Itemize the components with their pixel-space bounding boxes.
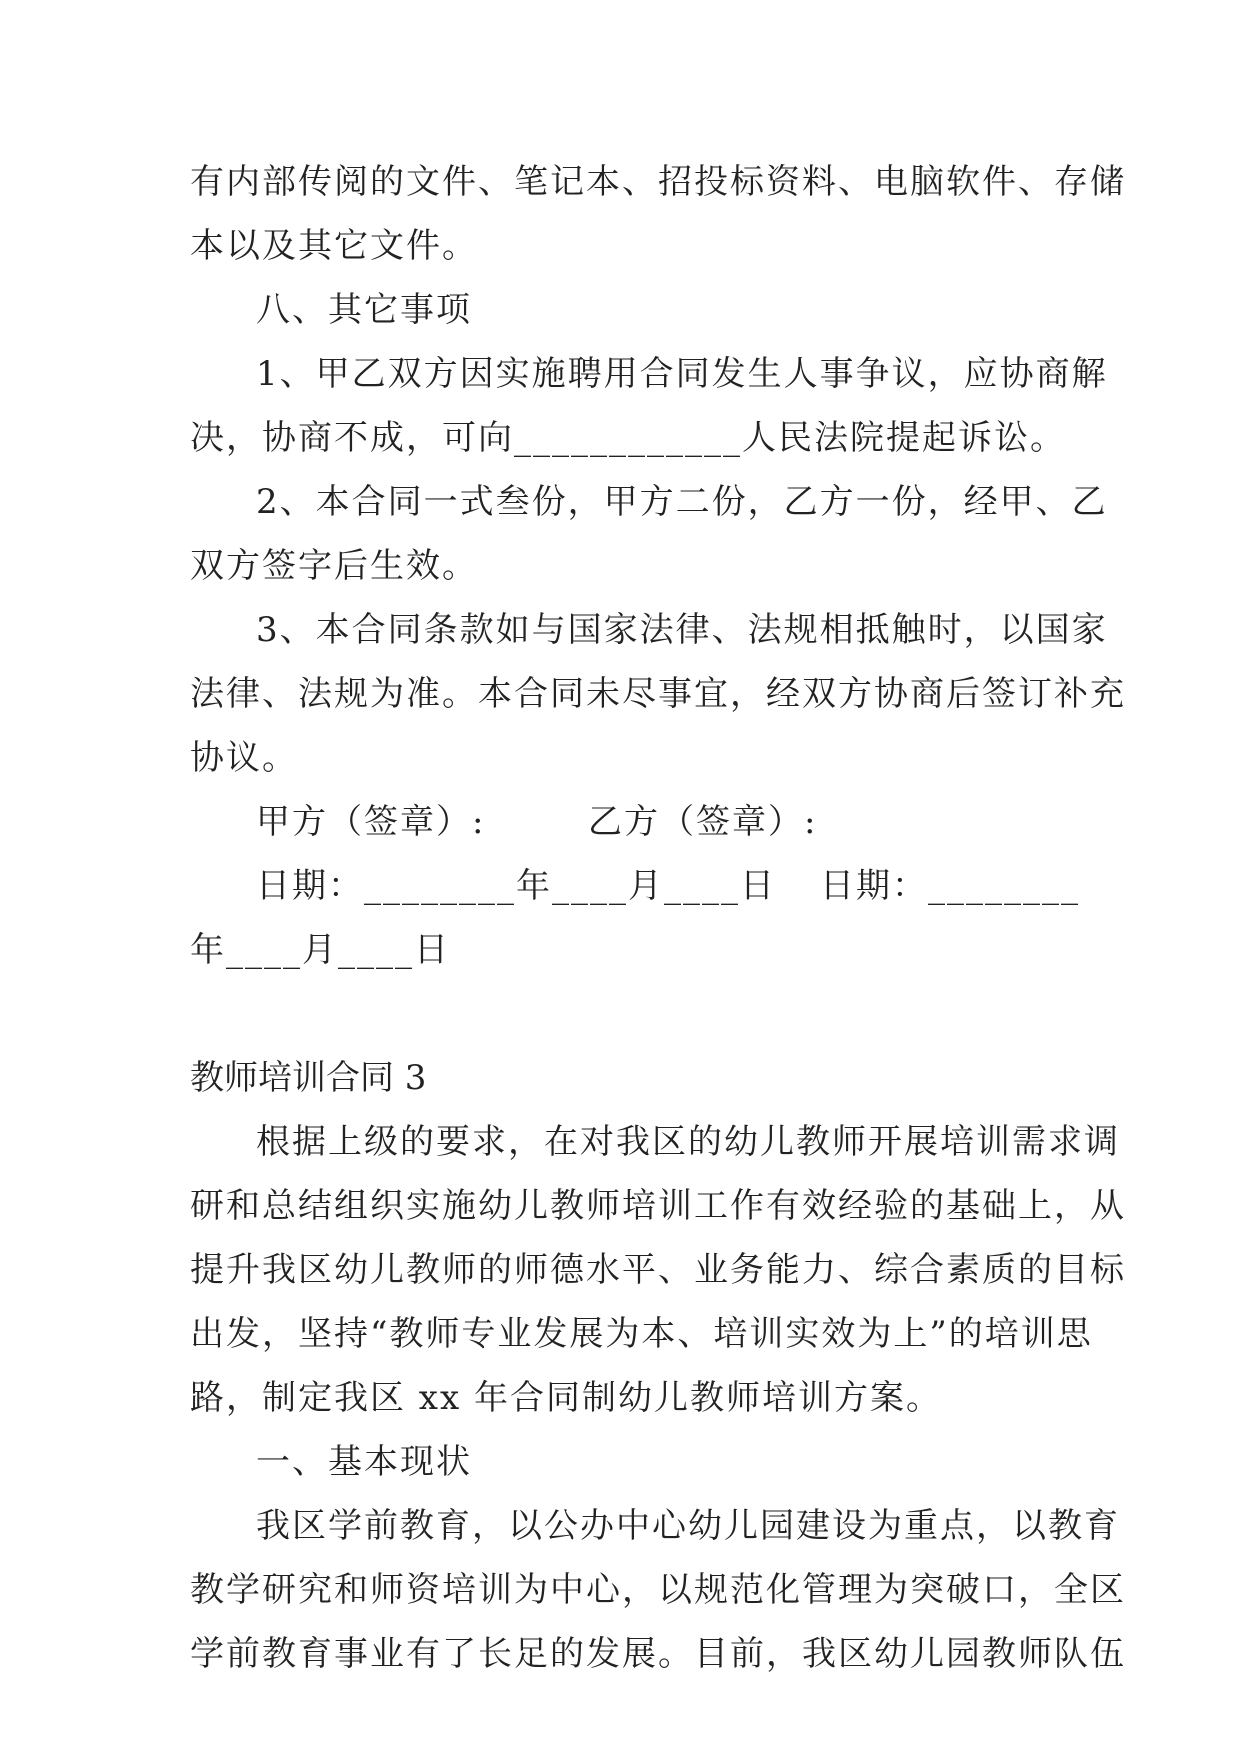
paragraph-line: 出发，坚持“教师专业发展为本、培训实效为上”的培训思 xyxy=(190,1314,1093,1354)
paragraph-line: 研和总结组织实施幼儿教师培训工作有效经验的基础上，从 xyxy=(190,1186,1126,1226)
paragraph-line: 3、本合同条款如与国家法律、法规相抵触时，以国家 xyxy=(256,610,1108,650)
paragraph-line: 双方签字后生效。 xyxy=(190,546,478,586)
paragraph-line: 本以及其它文件。 xyxy=(190,226,478,266)
date-continuation: 年____月____日 xyxy=(190,930,450,970)
paragraph-line: 法律、法规为准。本合同未尽事宜，经双方协商后签订补充 xyxy=(190,674,1126,714)
paragraph-line: 提升我区幼儿教师的师德水平、业务能力、综合素质的目标 xyxy=(190,1250,1126,1290)
paragraph-line: 协议。 xyxy=(190,738,298,778)
signature-row xyxy=(190,790,1050,854)
party-a-date-field: 日期：________年____月____日 xyxy=(256,866,776,906)
paragraph-line: 2、本合同一式叁份，甲方二份，乙方一份，经甲、乙 xyxy=(256,482,1108,522)
section-heading: 八、其它事项 xyxy=(256,290,472,330)
document-page xyxy=(190,150,1126,1686)
section-heading: 一、基本现状 xyxy=(256,1442,472,1482)
date-row xyxy=(190,854,1080,918)
paragraph-line: 我区学前教育，以公办中心幼儿园建设为重点，以教育 xyxy=(256,1506,1120,1546)
paragraph-line: 根据上级的要求，在对我区的幼儿教师开展培训需求调 xyxy=(256,1122,1120,1162)
party-a-signature-label: 甲方（签章）: xyxy=(256,802,486,842)
paragraph-line: 学前教育事业有了长足的发展。目前，我区幼儿园教师队伍 xyxy=(190,1634,1126,1674)
contract-title: 教师培训合同 3 xyxy=(190,1058,427,1098)
spacer xyxy=(190,982,1050,1046)
paragraph-line: 决，协商不成，可向____________人民法院提起诉讼。 xyxy=(190,418,1066,458)
paragraph-line: 1、甲乙双方因实施聘用合同发生人事争议，应协商解 xyxy=(256,354,1108,394)
paragraph-line: 教学研究和师资培训为中心，以规范化管理为突破口，全区 xyxy=(190,1570,1126,1610)
paragraph-line: 路，制定我区 xx 年合同制幼儿教师培训方案。 xyxy=(190,1378,942,1418)
paragraph-line: 有内部传阅的文件、笔记本、招投标资料、电脑软件、存储 xyxy=(190,162,1126,202)
party-b-signature-label: 乙方（签章）: xyxy=(588,802,818,842)
party-b-date-field: 日期：________ xyxy=(820,866,1080,906)
